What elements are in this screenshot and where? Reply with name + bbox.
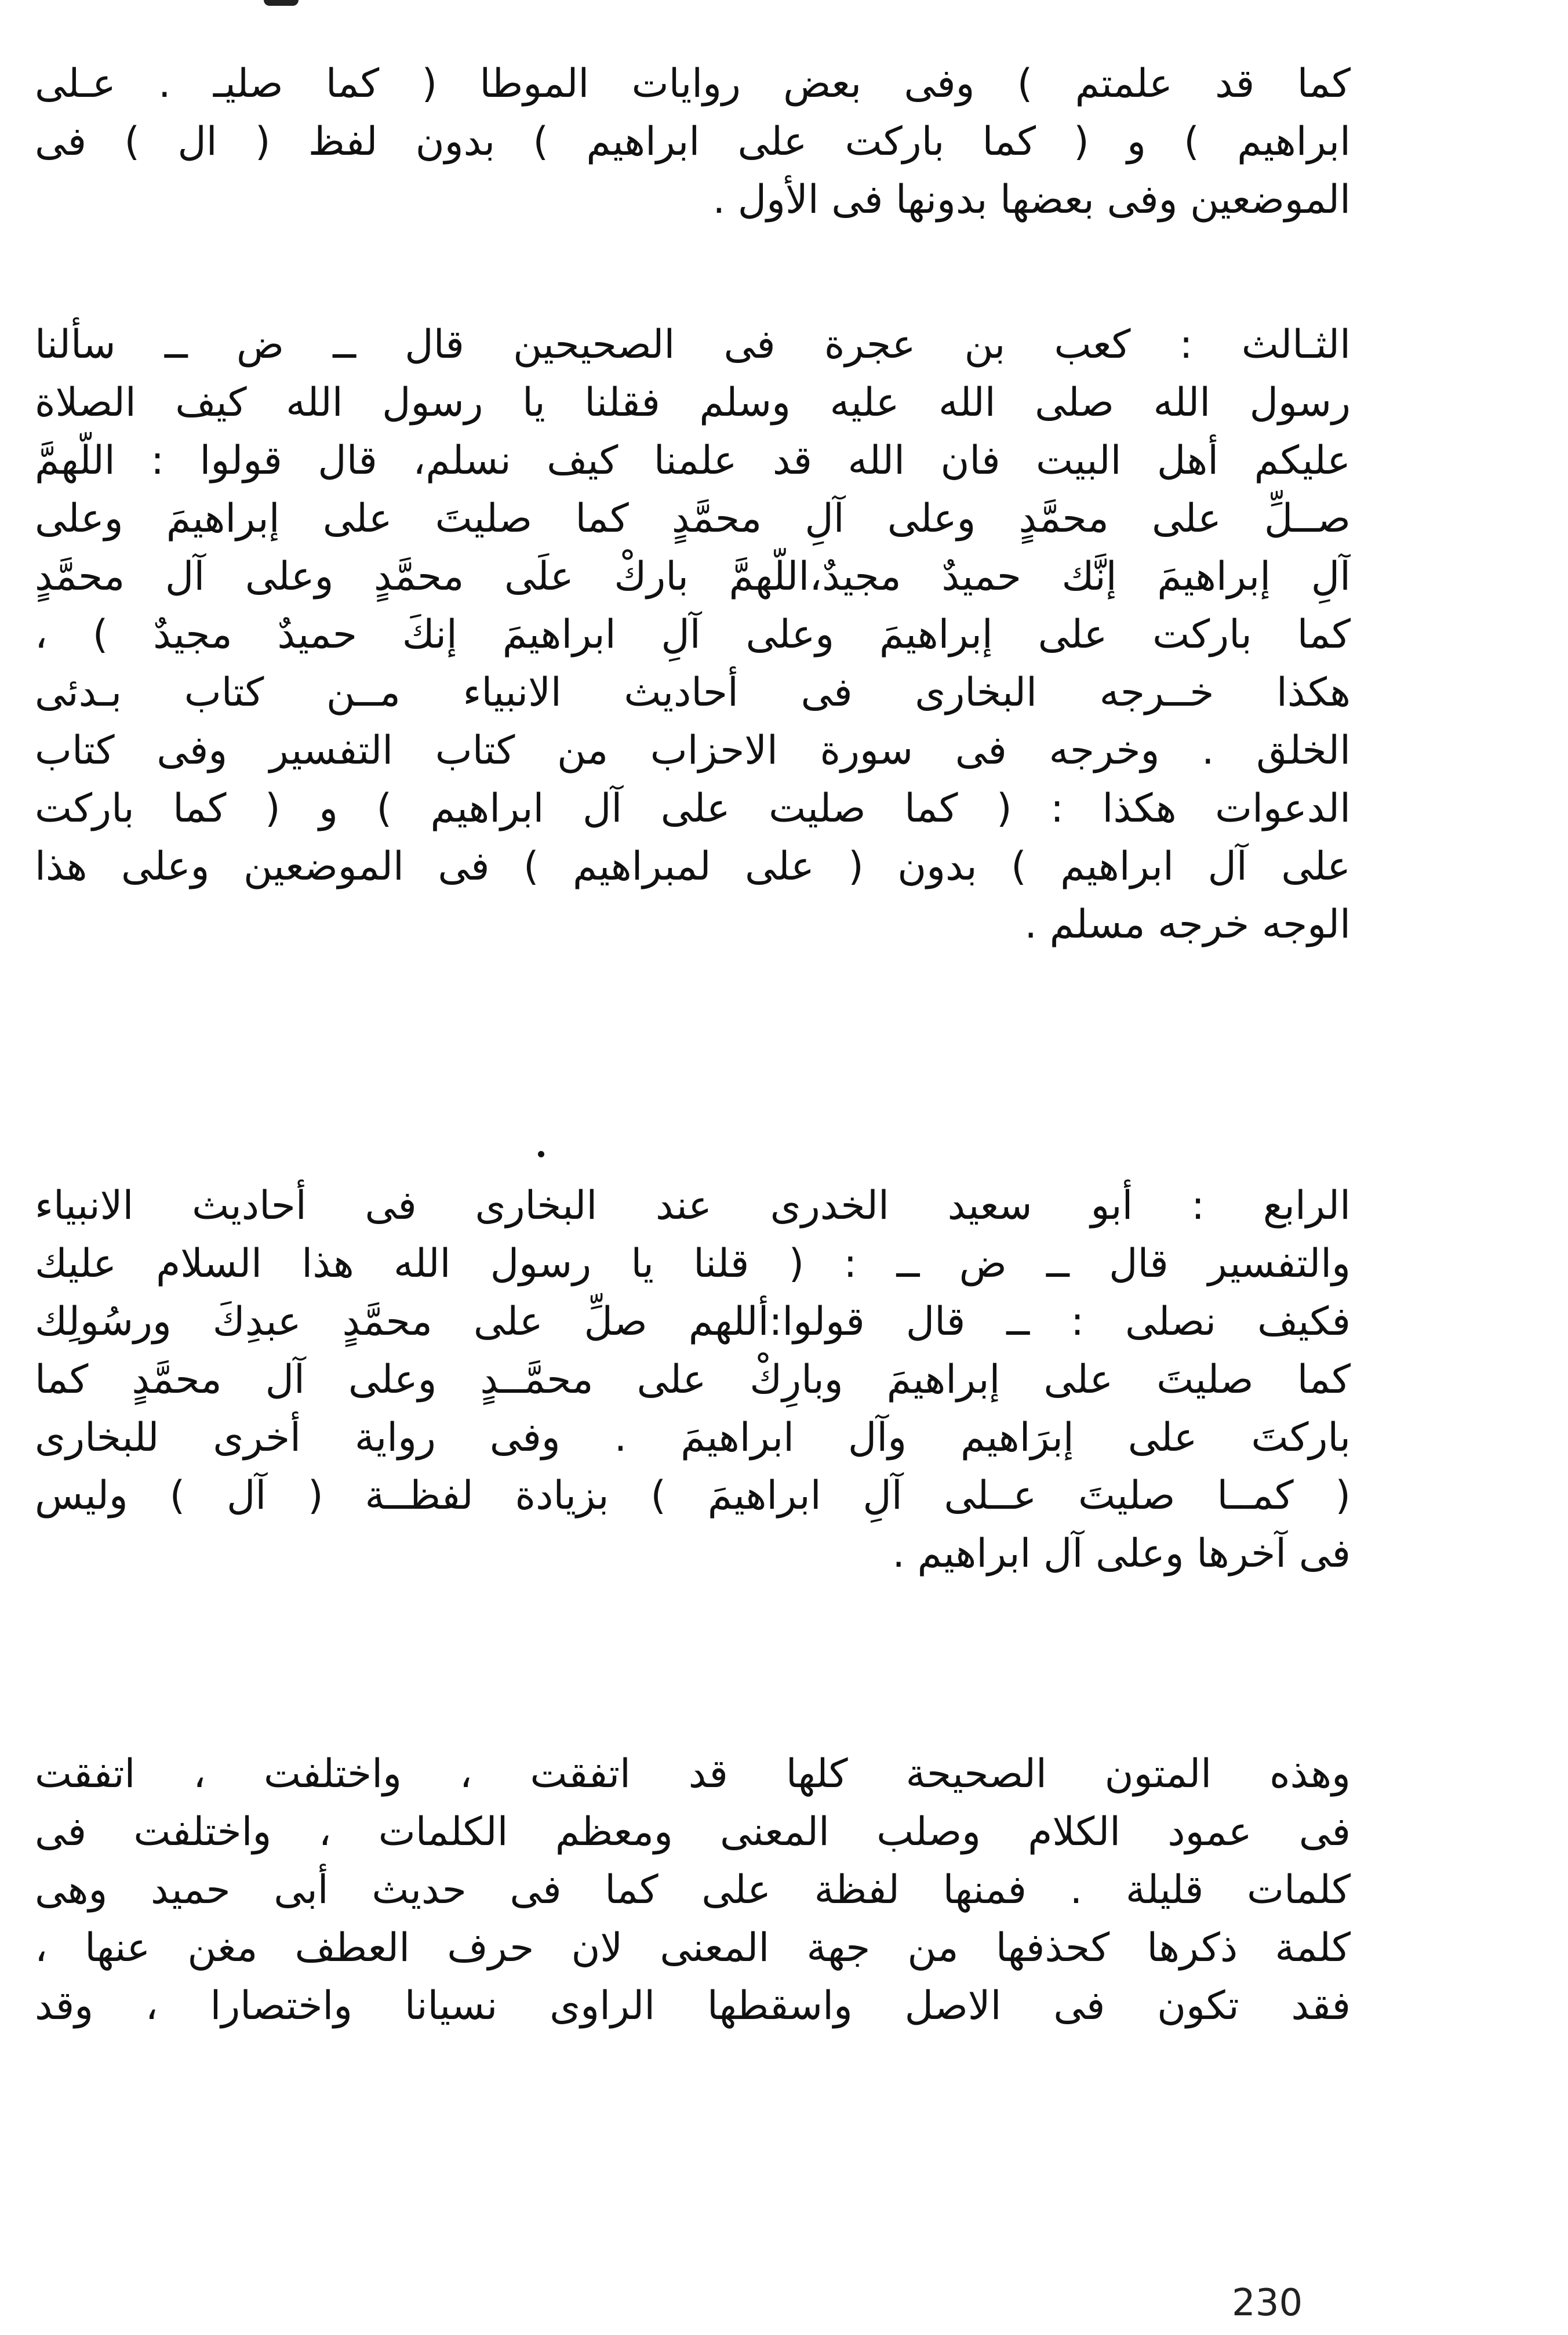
text-line: رسول الله صلى الله عليه وسلم فقلنا يا رسول الله كيف الصلاة — [35, 380, 1351, 426]
text-line: كما باركت على إبراهيمَ وعلى آلِ ابراهيمَ إنكَ حميدٌ مجيدٌ ) ، — [35, 612, 1351, 658]
text-line: صــلِّ على محمَّدٍ وعلى آلِ محمَّدٍ كما صليتَ على إبراهيمَ وعلى — [35, 496, 1351, 542]
text-line: الموضعين وفى بعضها بدونها فى الأول . — [712, 177, 1351, 223]
text-line: آلِ إبراهيمَ إنَّك حميدٌ مجيدٌ،اللّهمَّ باركْ علَى محمَّدٍ وعلى آل محمَّدٍ — [35, 554, 1351, 600]
text-line: هكذا خــرجه البخارى فى أحاديث الانبياء مــن كتاب بـدئى — [35, 670, 1351, 716]
text-line: على آل ابراهيم ) بدون ( على لمبراهيم ) فى الموضعين وعلى هذا — [35, 844, 1351, 889]
paragraph-4 — [35, 1745, 1351, 2035]
text-line: الدعوات هكذا : ( كما صليت على آل ابراهيم ) و ( كما باركت — [35, 786, 1351, 831]
text-line: الثـالث : كعب بن عجرة فى الصحيحين قال ــ ض ــ سألنا — [35, 322, 1351, 368]
text-line: كما صليتَ على إبراهيمَ وبارِكْ على محمَّــدٍ وعلى آل محمَّدٍ كما — [35, 1357, 1351, 1403]
text-line: والتفسير قال ــ ض ــ : ( قلنا يا رسول الله هذا السلام عليك — [35, 1241, 1351, 1287]
text-line: كلمات قليلة . فمنها لفظة على كما فى حديث أبى حميد وهى — [35, 1867, 1351, 1913]
text-line: فقد تكون فى الاصل واسقطها الراوى نسيانا واختصارا ، وقد — [35, 1983, 1351, 2029]
ink-dot — [538, 1151, 544, 1157]
text-line: عليكم أهل البيت فان الله قد علمنا كيف نسلم، قال قولوا : اللّهمَّ — [35, 438, 1351, 484]
text-line: ( كمــا صليتَ عــلى آلِ ابراهيمَ ) بزيادة لفظــة ( آل ) وليس — [35, 1473, 1351, 1519]
text-line: الخلق . وخرجه فى سورة الاحزاب من كتاب التفسير وفى كتاب — [35, 728, 1351, 774]
text-line: باركتَ على إبرَاهيم وآل ابراهيمَ . وفى رواية أخرى للبخارى — [35, 1415, 1351, 1461]
text-line: وهذه المتون الصحيحة كلها قد اتفقت ، واختلفت ، اتفقت — [35, 1751, 1351, 1797]
text-line: الرابع : أبو سعيد الخدرى عند البخارى فى أحاديث الانبياء — [35, 1183, 1351, 1229]
page-number: 230 — [1232, 2282, 1303, 2325]
text-line: فى آخرها وعلى آل ابراهيم . — [892, 1531, 1351, 1577]
scan-artifact — [264, 0, 299, 6]
paragraph-3 — [35, 1177, 1351, 1583]
text-line: فى عمود الكلام وصلب المعنى ومعظم الكلمات ، واختلفت فى — [35, 1809, 1351, 1855]
text-line: فكيف نصلى : ــ قال قولوا:أللهم صلِّ على محمَّدٍ عبدِكَ ورسُولِك — [35, 1299, 1351, 1345]
paragraph-1 — [35, 55, 1351, 229]
text-line: الوجه خرجه مسلم . — [1024, 902, 1351, 947]
text-line: كما قد علمتم ) وفى بعض روايات الموطا ( كما صليـ . عـلى — [35, 61, 1351, 107]
text-line: كلمة ذكرها كحذفها من جهة المعنى لان حرف العطف مغن عنها ، — [35, 1925, 1351, 1971]
paragraph-2 — [35, 316, 1351, 954]
text-line: ابراهيم ) و ( كما باركت على ابراهيم ) بدون لفظ ( ال ) فى — [35, 119, 1351, 165]
